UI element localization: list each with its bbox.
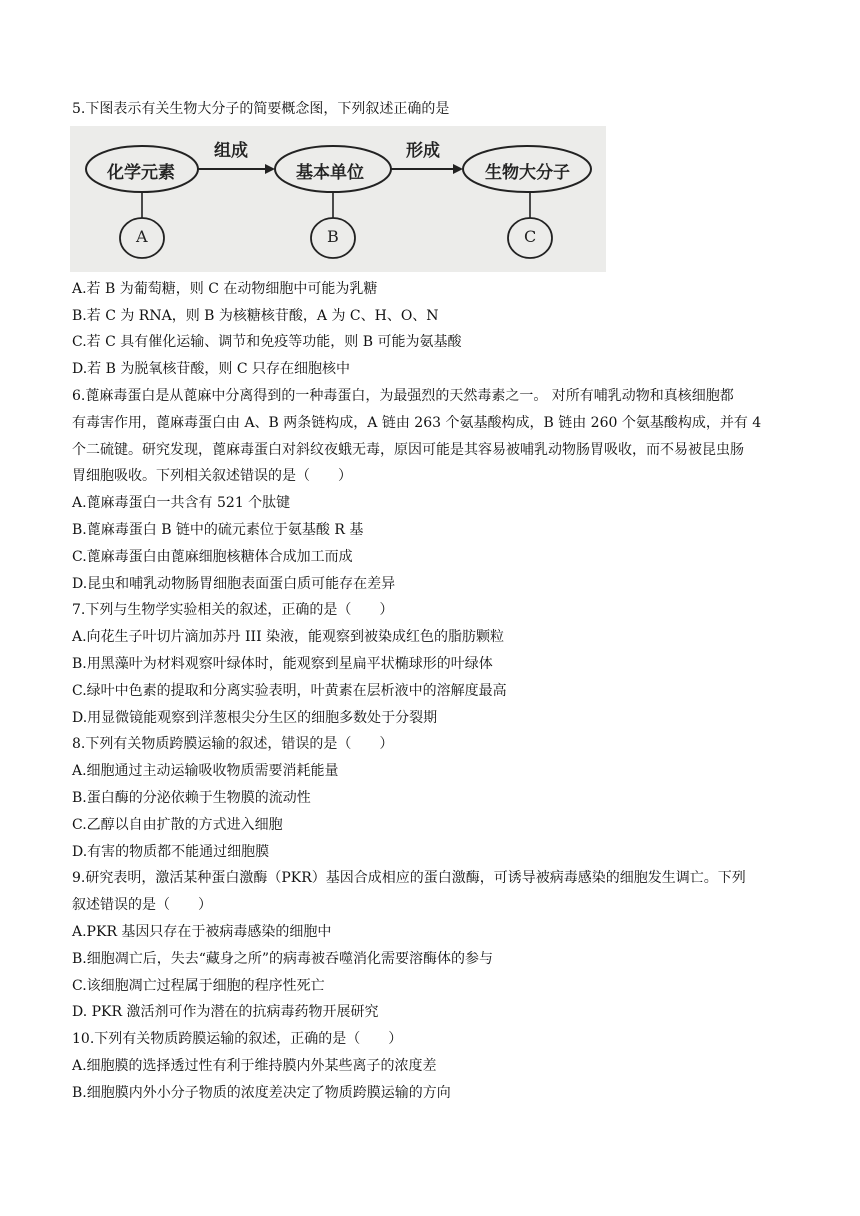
arrow-compose-head	[265, 164, 275, 174]
q6-stem-line-3: 个二硫键。研究发现，蓖麻毒蛋白对斜纹夜蛾无毒，原因可能是其容易被哺乳动物肠胃吸收，而不易被昆虫肠	[72, 441, 744, 458]
q8-option-a: A.细胞通过主动运输吸收物质需要消耗能量	[72, 763, 339, 780]
node-label-units: 基本单位	[296, 162, 364, 183]
q10-stem: 10.下列有关物质跨膜运输的叙述，正确的是（ ）	[72, 1031, 403, 1048]
circle-label-a: A	[136, 226, 148, 246]
q5-option-c: C.若 C 具有催化运输、调节和免疫等功能，则 B 可能为氨基酸	[72, 334, 462, 351]
q7-option-c: C.绿叶中色素的提取和分离实验表明，叶黄素在层析液中的溶解度最高	[72, 682, 507, 699]
q6-stem-line-4: 胃细胞吸收。下列相关叙述错误的是（ ）	[72, 468, 352, 485]
q9-stem-line-2: 叙述错误的是（ ）	[72, 897, 212, 914]
q9-option-c: C.该细胞凋亡过程属于细胞的程序性死亡	[72, 977, 325, 994]
concept-map-drawing	[70, 126, 606, 272]
q8-option-b: B.蛋白酶的分泌依赖于生物膜的流动性	[72, 789, 311, 806]
edge-label-form: 形成	[406, 140, 440, 161]
circle-label-b: B	[327, 226, 339, 246]
q5-option-b: B.若 C 为 RNA，则 B 为核糖核苷酸，A 为 C、H、O、N	[72, 307, 439, 324]
q7-option-b: B.用黑藻叶为材料观察叶绿体时，能观察到星扁平状椭球形的叶绿体	[72, 655, 493, 672]
q7-option-d: D.用显微镜能观察到洋葱根尖分生区的细胞多数处于分裂期	[72, 709, 438, 726]
q9-stem-line-1: 9.研究表明，激活某种蛋白激酶（PKR）基因合成相应的蛋白激酶，可诱导被病毒感染的细胞发生调亡。下列	[72, 870, 746, 887]
circle-label-c: C	[524, 226, 537, 246]
q9-option-a: A.PKR 基因只存在于被病毒感染的细胞中	[72, 923, 332, 940]
q10-option-a: A.细胞膜的选择透过性有利于维持膜内外某些离子的浓度差	[72, 1057, 437, 1074]
edge-label-compose: 组成	[214, 140, 248, 161]
arrow-form-head	[453, 164, 463, 174]
exam-page	[72, 96, 802, 1107]
node-label-elements: 化学元素	[107, 162, 175, 183]
q5-concept-diagram	[70, 126, 606, 272]
q5-option-a: A.若 B 为葡萄糖，则 C 在动物细胞中可能为乳糖	[72, 280, 378, 297]
q6-option-b: B.蓖麻毒蛋白 B 链中的硫元素位于氨基酸 R 基	[72, 521, 364, 538]
q7-stem: 7.下列与生物学实验相关的叙述，正确的是（ ）	[72, 602, 394, 619]
q6-option-c: C.蓖麻毒蛋白由蓖麻细胞核糖体合成加工而成	[72, 548, 353, 565]
q8-stem: 8.下列有关物质跨膜运输的叙述，错误的是（ ）	[72, 736, 394, 753]
q5-stem: 5.下图表示有关生物大分子的简要概念图，下列叙述正确的是	[72, 101, 450, 117]
q6-stem-line-2: 有毒害作用，蓖麻毒蛋白由 A、B 两条链构成，A 链由 263 个氨基酸构成，B 链由 260 个氨基酸构成，并有 4	[72, 414, 762, 431]
q9-option-b: B.细胞凋亡后，失去“藏身之所”的病毒被吞噬消化需要溶酶体的参与	[72, 950, 494, 967]
q6-option-d: D.昆虫和哺乳动物肠胃细胞表面蛋白质可能存在差异	[72, 575, 396, 592]
node-label-macromolecules: 生物大分子	[485, 162, 570, 183]
q6-stem-line-1: 6.蓖麻毒蛋白是从蓖麻中分离得到的一种毒蛋白，为最强烈的天然毒素之一。 对所有哺乳动物和真核细胞都	[72, 387, 734, 404]
q10-option-b: B.细胞膜内外小分子物质的浓度差决定了物质跨膜运输的方向	[72, 1084, 451, 1101]
q7-option-a: A.向花生子叶切片滴加苏丹 III 染液，能观察到被染成红色的脂肪颗粒	[72, 629, 505, 646]
q9-option-d: D. PKR 激活剂可作为潜在的抗病毒药物开展研究	[72, 1004, 379, 1021]
q8-option-d: D.有害的物质都不能通过细胞膜	[72, 843, 270, 860]
q5-option-d: D.若 B 为脱氧核苷酸，则 C 只存在细胞核中	[72, 361, 350, 378]
q6-option-a: A.蓖麻毒蛋白一共含有 521 个肽键	[72, 495, 291, 512]
q8-option-c: C.乙醇以自由扩散的方式进入细胞	[72, 816, 283, 833]
